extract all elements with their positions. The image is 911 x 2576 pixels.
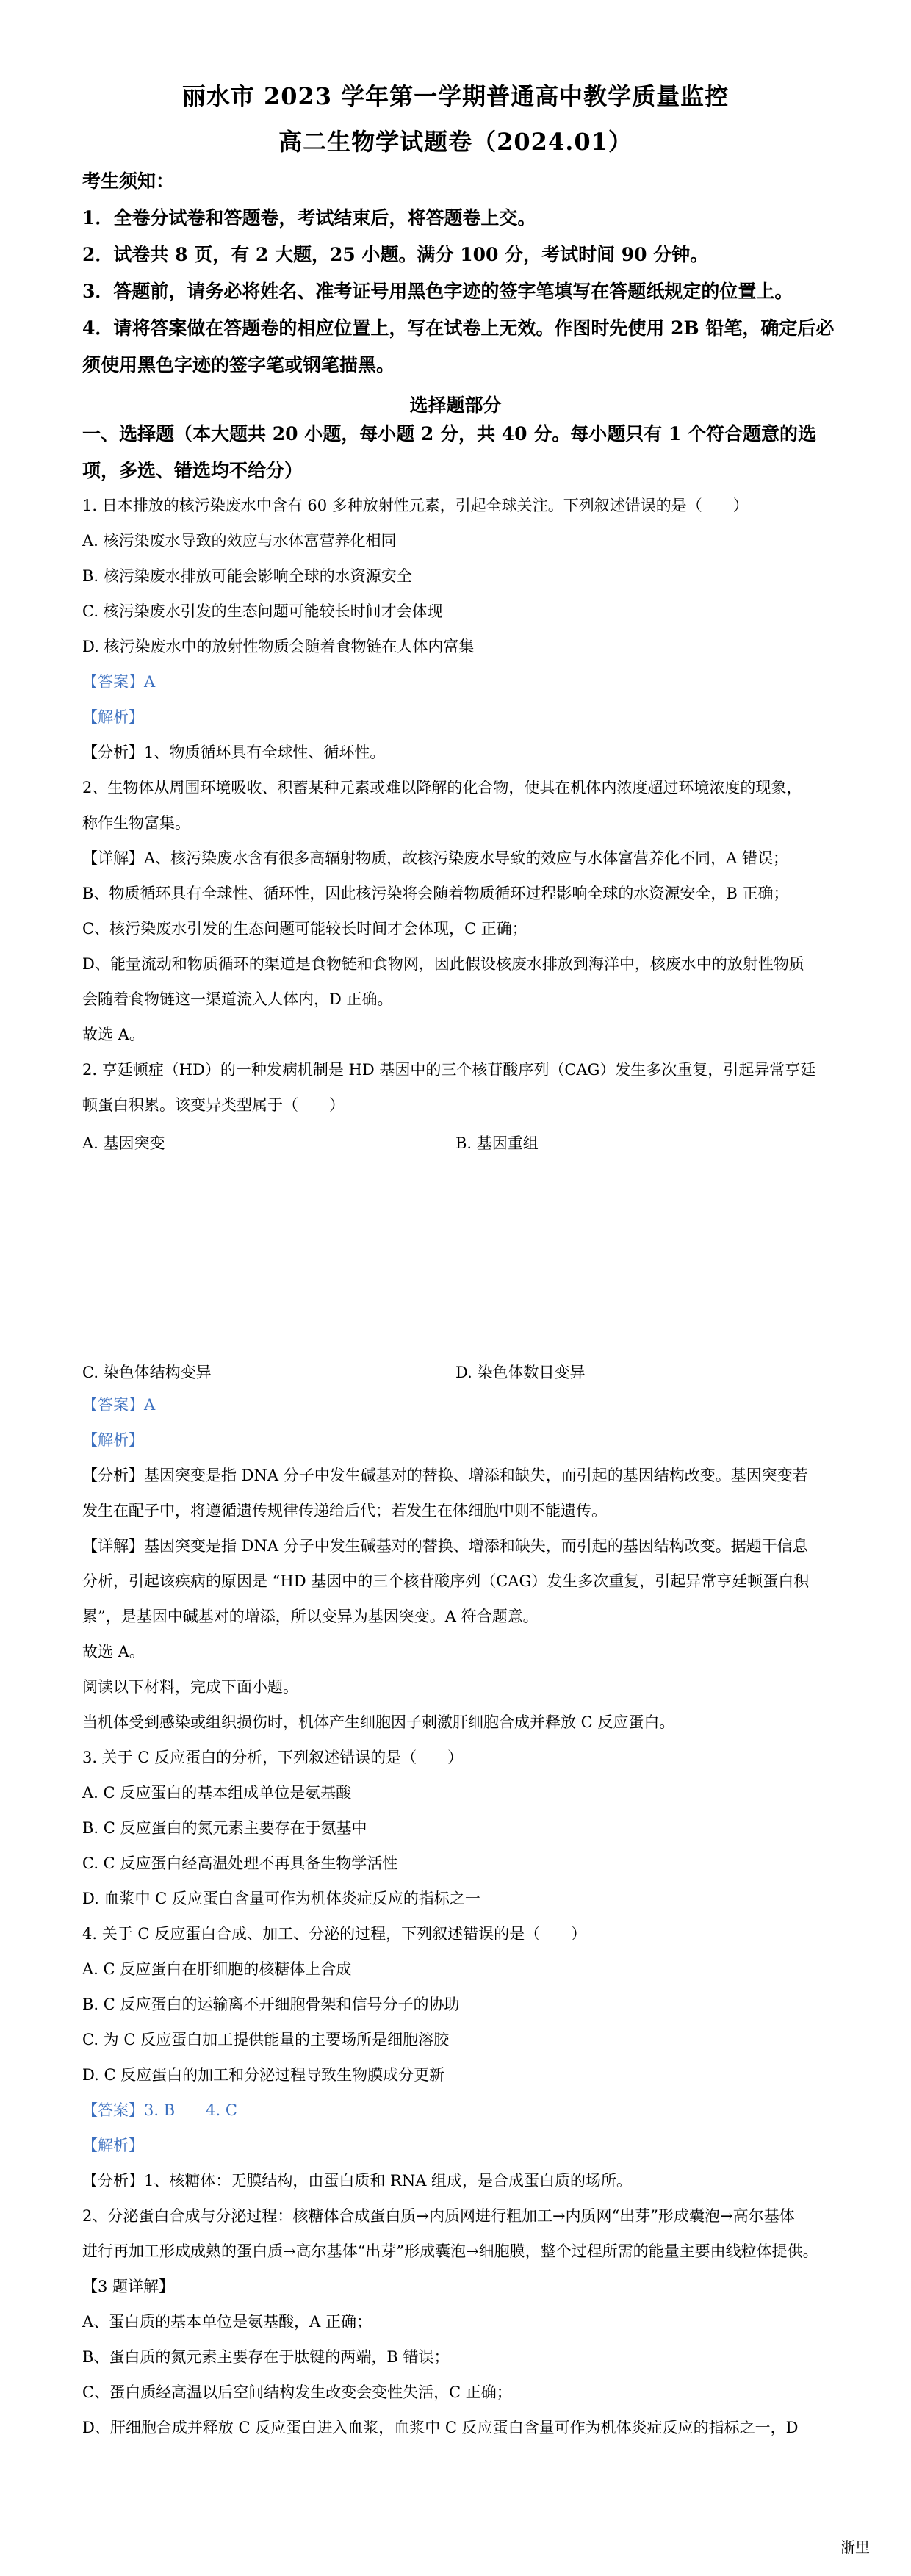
question-2-analysis-label: 【解析】 — [82, 1431, 144, 1449]
notice-item: 3．答题前，请务必将姓名、准考证号用黑色字迹的签字笔填写在答题纸规定的位置上。 — [82, 281, 793, 302]
analysis-line: 会随着食物链这一渠道流入人体内，D 正确。 — [82, 990, 393, 1008]
exam-subtitle: 高二生物学试题卷（2024.01） — [278, 128, 633, 156]
question-3-4-answer: 【答案】3. B 4. C — [82, 2101, 237, 2119]
question-2-option-d: D. 染色体数目变异 — [455, 1364, 586, 1381]
section-title: 选择题部分 — [409, 395, 502, 416]
analysis-line: 【3 题详解】 — [82, 2278, 175, 2295]
question-3-4-analysis-label: 【解析】 — [82, 2137, 144, 2154]
material-intro: 阅读以下材料，完成下面小题。 — [82, 1678, 298, 1696]
analysis-line: 发生在配子中，将遵循遗传规律传递给后代；若发生在体细胞中则不能遗传。 — [82, 1502, 607, 1519]
question-1-option-a: A. 核污染废水导致的效应与水体富营养化相同 — [82, 532, 397, 550]
page-footer: 浙里 — [840, 2539, 870, 2556]
analysis-line: C、蛋白质经高温以后空间结构发生改变会变性失活，C 正确； — [82, 2383, 512, 2401]
notice-heading: 考生须知： — [82, 170, 175, 192]
exam-title: 丽水市 2023 学年第一学期普通高中教学质量监控 — [181, 82, 730, 110]
analysis-line: D、能量流动和物质循环的渠道是食物链和食物网，因此假设核废水排放到海洋中，核废水中的放射性物质 — [82, 955, 804, 973]
question-4-option-a: A. C 反应蛋白在肝细胞的核糖体上合成 — [82, 1960, 352, 1978]
question-2-stem: 2. 亨廷顿症（HD）的一种发病机制是 HD 基因中的三个核苷酸序列（CAG）发生多次重复，引起异常亨廷 — [82, 1061, 816, 1079]
notice-item: 1．全卷分试卷和答题卷，考试结束后，将答题卷上交。 — [82, 207, 536, 229]
question-1-option-c: C. 核污染废水引发的生态问题可能较长时间才会体现 — [82, 602, 443, 620]
question-3-option-c: C. C 反应蛋白经高温处理不再具备生物学活性 — [82, 1854, 398, 1872]
question-1-option-b: B. 核污染废水排放可能会影响全球的水资源安全 — [82, 567, 412, 585]
analysis-line: 【分析】1、核糖体：无膜结构，由蛋白质和 RNA 组成，是合成蛋白质的场所。 — [82, 2172, 633, 2190]
analysis-line: C、核污染废水引发的生态问题可能较长时间才会体现，C 正确； — [82, 920, 527, 938]
analysis-line: 称作生物富集。 — [82, 814, 190, 832]
question-2-option-c: C. 染色体结构变异 — [82, 1364, 212, 1381]
analysis-line: A、蛋白质的基本单位是氨基酸，A 正确； — [82, 2313, 372, 2331]
question-3-option-d: D. 血浆中 C 反应蛋白含量可作为机体炎症反应的指标之一 — [82, 1890, 480, 1907]
analysis-line: 故选 A。 — [82, 1026, 145, 1043]
question-4-option-b: B. C 反应蛋白的运输离不开细胞骨架和信号分子的协助 — [82, 1996, 460, 2013]
question-1-analysis-label: 【解析】 — [82, 708, 144, 726]
question-2-answer: 【答案】A — [82, 1396, 156, 1414]
analysis-line: 【详解】基因突变是指 DNA 分子中发生碱基对的替换、增添和缺失，而引起的基因结构改变。据题干信息 — [82, 1537, 808, 1555]
analysis-line: 【分析】基因突变是指 DNA 分子中发生碱基对的替换、增添和缺失，而引起的基因结构改变。基因突变若 — [82, 1467, 808, 1484]
notice-item: 4．请将答案做在答题卷的相应位置上，写在试卷上无效。作图时先使用 2B 铅笔，确定后必须使用黑色字迹的签字笔或钢笔描黑。 — [82, 317, 835, 375]
section-instruction: 一、选择题（本大题共 20 小题，每小题 2 分，共 40 分。每小题只有 1 个符合题意的选项，多选、错选均不给分） — [82, 423, 817, 481]
analysis-line: 【分析】1、物质循环具有全球性、循环性。 — [82, 744, 386, 761]
question-2-option-b: B. 基因重组 — [455, 1134, 539, 1152]
question-4-stem: 4. 关于 C 反应蛋白合成、加工、分泌的过程，下列叙述错误的是（ ） — [82, 1925, 587, 1943]
material-text: 当机体受到感染或组织损伤时，机体产生细胞因子刺激肝细胞合成并释放 C 反应蛋白。 — [82, 1713, 675, 1731]
question-2-stem: 顿蛋白积累。该变异类型属于（ ） — [82, 1096, 345, 1114]
question-1-stem: 1. 日本排放的核污染废水中含有 60 多种放射性元素，引起全球关注。下列叙述错误的是（ ） — [82, 497, 749, 514]
question-4-option-d: D. C 反应蛋白的加工和分泌过程导致生物膜成分更新 — [82, 2066, 445, 2084]
analysis-line: 故选 A。 — [82, 1643, 145, 1661]
analysis-line: 2、生物体从周围环境吸收、积蓄某种元素或难以降解的化合物，使其在机体内浓度超过环境浓度的现象， — [82, 779, 802, 796]
question-1-option-d: D. 核污染废水中的放射性物质会随着食物链在人体内富集 — [82, 638, 475, 655]
question-4-option-c: C. 为 C 反应蛋白加工提供能量的主要场所是细胞溶胶 — [82, 2031, 450, 2048]
notice-block — [82, 163, 839, 384]
question-1-answer: 【答案】A — [82, 673, 156, 691]
question-3-option-a: A. C 反应蛋白的基本组成单位是氨基酸 — [82, 1784, 352, 1802]
analysis-line: 累”，是基因中碱基对的增添，所以变异为基因突变。A 符合题意。 — [82, 1608, 539, 1625]
analysis-line: B、蛋白质的氮元素主要存在于肽键的两端，B 错误； — [82, 2348, 450, 2366]
analysis-line: B、物质循环具有全球性、循环性，因此核污染将会随着物质循环过程影响全球的水资源安全，B 正确； — [82, 885, 789, 902]
analysis-line: 2、分泌蛋白合成与分泌过程：核糖体合成蛋白质→内质网进行粗加工→内质网“出芽”形成囊泡→高尔基体 — [82, 2207, 795, 2225]
question-3-option-b: B. C 反应蛋白的氮元素主要存在于氨基中 — [82, 1819, 367, 1837]
question-3-stem: 3. 关于 C 反应蛋白的分析，下列叙述错误的是（ ） — [82, 1749, 464, 1766]
question-2-option-a: A. 基因突变 — [82, 1134, 165, 1152]
analysis-line: D、肝细胞合成并释放 C 反应蛋白进入血浆，血浆中 C 反应蛋白含量可作为机体炎症反应的指标之一，D — [82, 2419, 799, 2436]
analysis-line: 分析，引起该疾病的原因是 “HD 基因中的三个核苷酸序列（CAG）发生多次重复，引起异常亨廷顿蛋白积 — [82, 1572, 810, 1590]
analysis-line: 进行再加工形成成熟的蛋白质→高尔基体“出芽”形成囊泡→细胞膜，整个过程所需的能量主要由线粒体提供。 — [82, 2242, 818, 2260]
analysis-line: 【详解】A、核污染废水含有很多高辐射物质，故核污染废水导致的效应与水体富营养化不同，A 错误； — [82, 849, 789, 867]
notice-item: 2．试卷共 8 页，有 2 大题，25 小题。满分 100 分，考试时间 90 分钟。 — [82, 244, 709, 265]
